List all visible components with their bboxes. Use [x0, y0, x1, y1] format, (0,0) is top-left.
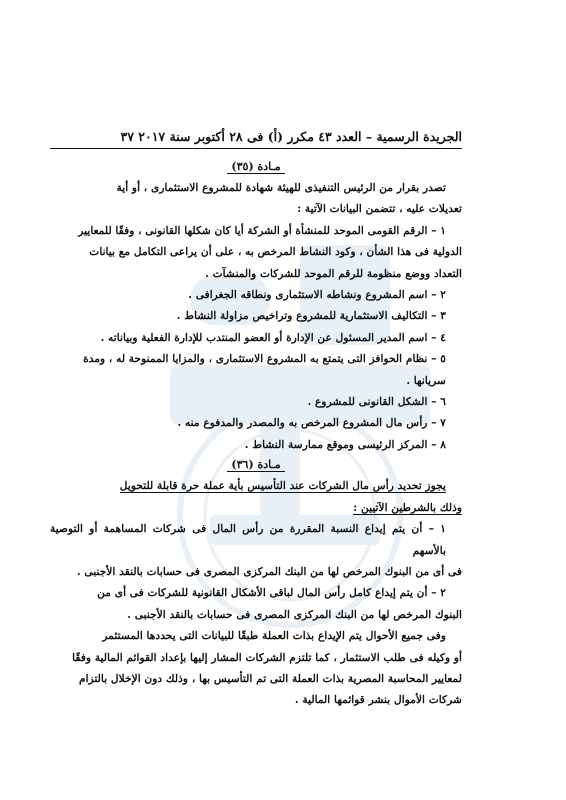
- article-35-item7: ٧ – رأس مال المشروع المرخص به والمصدر والمدفوع منه .: [177, 416, 446, 430]
- article-36-title-text: مـادة (٣٦): [227, 458, 284, 472]
- article-36-intro-line1-text: يجوز تحديد رأس مال الشركات عند التأسيس بأية عملة حرة قابلة للتحويل: [119, 479, 446, 493]
- article-36-cond2-line2: البنوك المرخص لها من البنك المركزى المصرى فى حسابات بالنقد الأجنبى .: [127, 607, 462, 621]
- article-35-item1-line2: الدولية فى هذا الشأن ، وكود النشاط المرخص به ، على أن يراعى التكامل مع بيانات: [89, 245, 462, 259]
- article-35-item4: ٤ – اسم المدير المسئول عن الإدارة أو العضو المنتدب للإدارة الفعلية وبياناته .: [100, 330, 446, 344]
- article-35-item2: ٢ – اسم المشروع ونشاطه الاستثمارى ونطاقه الجغرافى .: [188, 288, 446, 302]
- article-35-intro-line2: تعديلات عليه ، تتضمن البيانات الآتية :: [297, 202, 462, 216]
- article-36-intro-line2: [50, 497, 462, 518]
- document-page: [50, 126, 462, 711]
- article-36-closing-line4: شركات الأموال بنشر قوائمها المالية .: [294, 693, 462, 707]
- article-36-intro-line2-text: وذلك بالشرطين الآتيين :: [353, 500, 462, 514]
- article-36-intro-line1: [50, 475, 462, 496]
- article-36-title: [50, 455, 462, 475]
- article-35-intro-line1: تصدر بقرار من الرئيس التنفيذى للهيئة شهادة للمشروع الاستثمارى ، أو أية: [116, 181, 446, 194]
- article-35-item1-line1: ١ – الرقم القومى الموحد للمنشأة أو الشركة أيا كان شكلها القانونى ، وفقًا للمعايير: [78, 223, 446, 237]
- article-35-item1-line3: التعداد ووضع منظومة للرقم الموحد للشركات والمنشآت .: [205, 266, 462, 280]
- article-36-closing-line3: لمعايير المحاسبة المصرية بذات العملة التى تم التأسيس بها ، وذلك دون الإخلال بالتزام: [78, 671, 462, 685]
- article-35-title-text: مـادة (٣٥): [227, 160, 284, 174]
- article-36-closing-line1: وفى جميع الأحوال يتم الإيداع بذات العملة طبقًا للبيانات التى يحددها المستثمر: [102, 629, 446, 643]
- article-35-item5: ٥ – نظام الحوافز التى يتمتع به المشروع الاستثمارى ، والمزايا الممنوحة له ، ومدة سريانها .: [83, 352, 446, 387]
- article-36-cond2-line1: ٢ – أن يتم إيداع كامل رأس المال لباقى الأشكال القانونية للشركات فى أى من: [97, 586, 446, 600]
- article-36-closing-line2: أو وكيله فى طلب الاستثمار ، كما تلتزم الشركات المشار إليها بإعداد القوائم المالية وفقًا: [72, 650, 462, 664]
- article-35-title: [50, 157, 462, 177]
- article-36-cond1-line1: ١ – أن يتم إيداع النسبة المقررة من رأس المال فى شركات المساهمة أو التوصية بالأسهم: [50, 522, 446, 557]
- article-36-cond1-line2: فى أى من البنوك المرخص لها من البنك المركزى المصرى فى حسابات بالنقد الأجنبى .: [76, 564, 462, 578]
- running-header: الجريدة الرسمية – العدد ٤٣ مكرر (أ) فى ٢٨ أكتوبر سنة ٢٠١٧ ٣٧: [50, 126, 462, 149]
- article-35-item3: ٣ – التكاليف الاستثمارية للمشروع وتراخيص مزاولة النشاط .: [176, 309, 446, 323]
- article-35-item8: ٨ – المركز الرئيسى وموقع ممارسة النشاط .: [244, 437, 446, 451]
- article-35-item6: ٦ – الشكل القانونى للمشروع .: [307, 395, 446, 409]
